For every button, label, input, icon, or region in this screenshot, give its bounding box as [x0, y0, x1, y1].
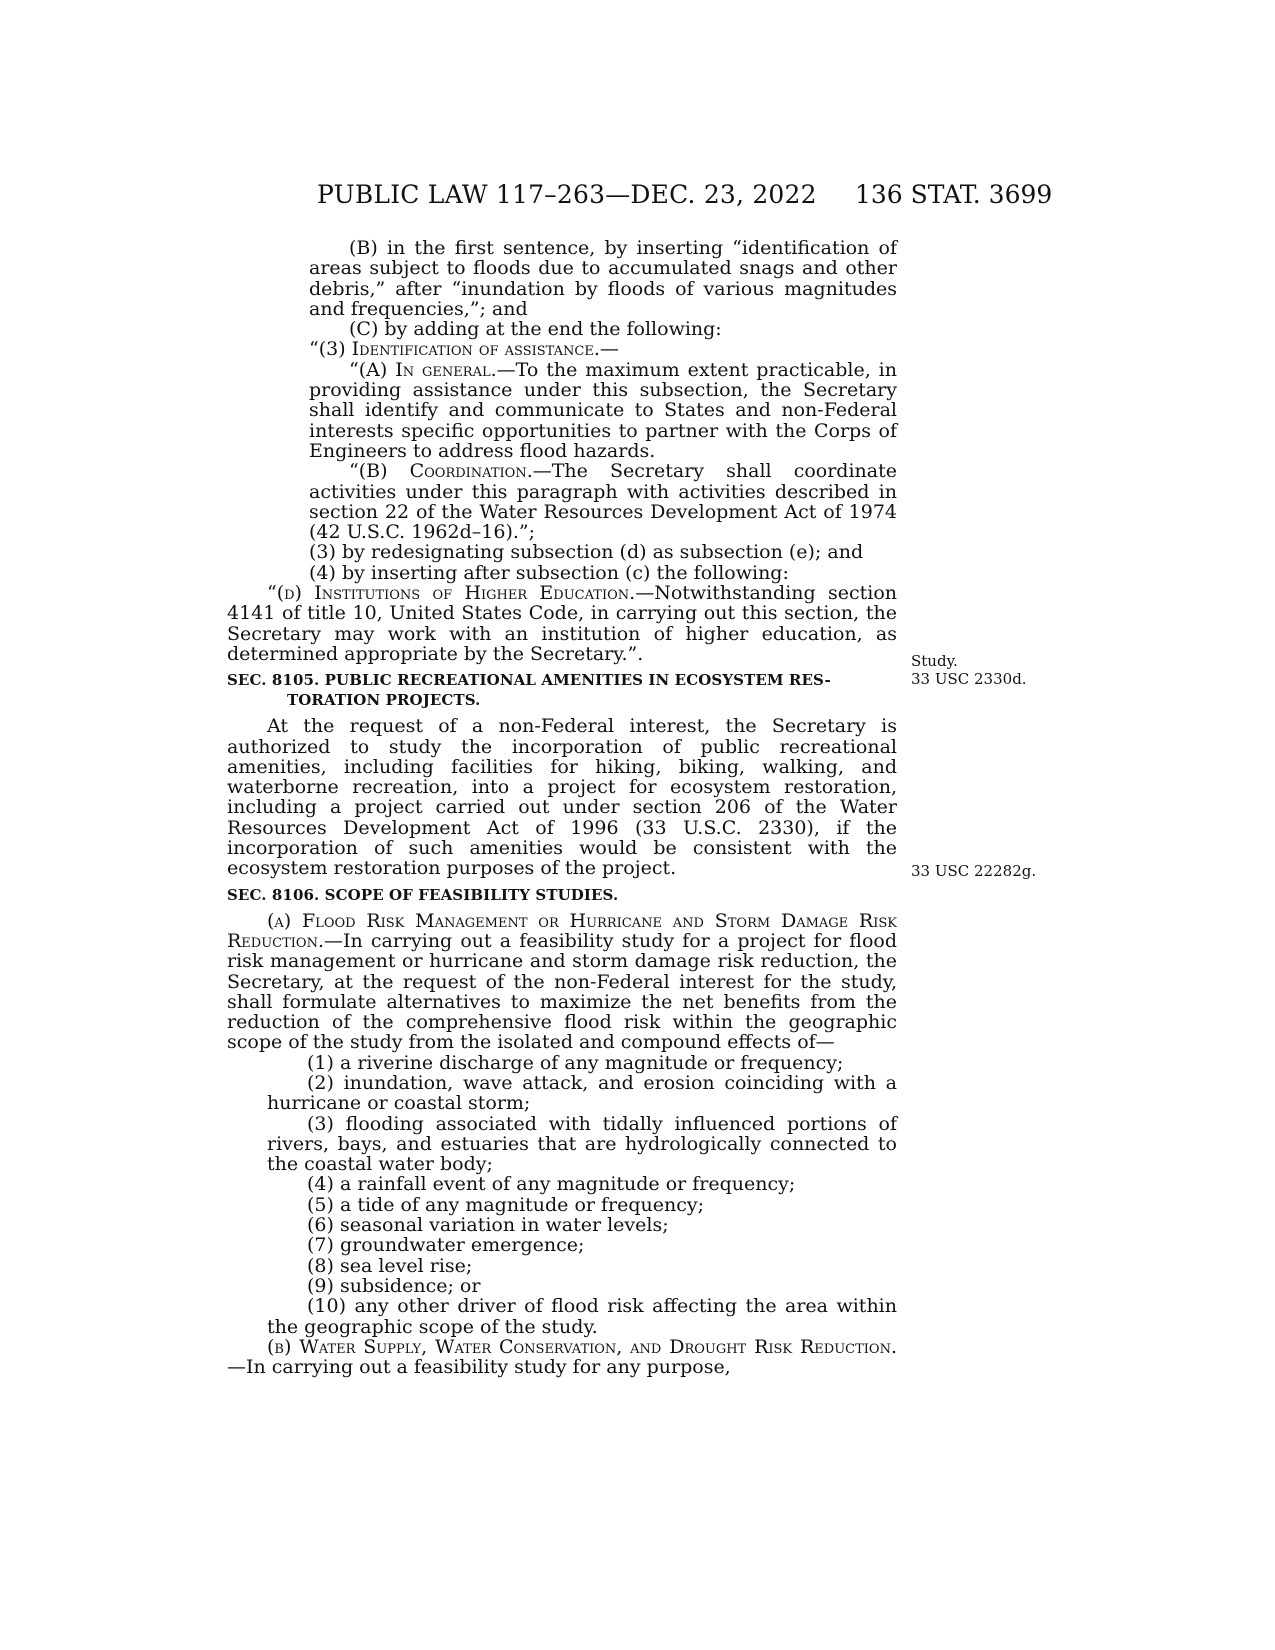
sec-8106-a-text: —In carrying out a feasibility study for a project for flood risk management or hurricane and storm damage risk reduction, the Secretary, at the request of the non-Federal interest for the study, shall formulate alternatives to maximize the net benefits from the reduction of the comprehensive flood risk within the geographic scope of the study from the isolated and compound effects of—: [227, 929, 897, 1054]
sec-8105-text: At the request of a non-Federal interest, the Secretary is authorized to study the incorporation of public recreational amenities, including facilities for hiking, biking, walking, and waterborne recreation, into a project for ecosystem restoration, including a project carried out under section 206 of the Water Resources Development Act of 1996 (33 U.S.C. 2330), if the incorporation of such amenities would be consistent with the ecosystem restoration purposes of the project.: [227, 715, 897, 880]
para-3a-text: —To the maximum extent practicable, in providing assistance under this subsection, the Secretary shall identify and communicate to States and non-Federal interests specific opportunities to partner with the Corps of Engineers to address flood hazards.: [309, 358, 897, 462]
sec-8106-b-heading: (b) Water Supply, Water Conservation, and Drought Risk Reduction.: [267, 1335, 897, 1358]
sec-8106-margin-note: 33 USC 22282g.: [911, 862, 1037, 880]
header-title: PUBLIC LAW 117–263—DEC. 23, 2022: [317, 180, 817, 209]
document-body: [227, 238, 897, 1377]
para-c: (C) by adding at the end the following:: [349, 318, 722, 341]
sec-8105-heading-line1: SEC. 8105. PUBLIC RECREATIONAL AMENITIES IN ECOSYSTEM RES-: [227, 671, 831, 690]
sec-8106-heading: SEC. 8106. SCOPE OF FEASIBILITY STUDIES.: [227, 885, 619, 904]
para-b: (B) in the first sentence, by inserting “identification of areas subject to floods due to accumulated snags and other debris,” after “inundation by floods of various magnitudes and frequencies,”; and: [309, 237, 897, 320]
list-item: (7) groundwater emergence;: [307, 1234, 585, 1257]
list-item: (1) a riverine discharge of any magnitude or frequency;: [307, 1051, 844, 1074]
sec-8105-heading-line2: TORATION PROJECTS.: [287, 691, 481, 710]
sec-8106-b: [227, 1337, 897, 1378]
para-3b-heading: “(B) Coordination.: [349, 460, 533, 483]
list-item: (2) inundation, wave attack, and erosion coinciding with a hurricane or coastal storm;: [267, 1071, 897, 1115]
list-item: (8) sea level rise;: [307, 1254, 473, 1277]
header-page-number: 136 STAT. 3699: [855, 180, 1053, 209]
list-item: (4) a rainfall event of any magnitude or frequency;: [307, 1173, 796, 1196]
list-item: (3) flooding associated with tidally influenced portions of rivers, bays, and estuaries that are hydrologically connected to the coastal water body;: [267, 1112, 897, 1176]
para-3-heading-text: “(3) Identification of assistance.—: [309, 338, 619, 361]
para-3-heading: [227, 339, 897, 359]
margin-note-usc-2330d: 33 USC 2330d.: [911, 670, 1027, 688]
para-d-heading: “(d) Institutions of Higher Education.: [267, 582, 636, 605]
margin-note-study: Study.: [911, 652, 958, 670]
sec-8106-a: [227, 911, 897, 1053]
para-d-text: —Notwithstanding section 4141 of title 10, United States Code, in carrying out this section, the Secretary may work with an institution of higher education, as determined appropriate by the Secretary.”.: [227, 582, 897, 665]
para-4: (4) by inserting after subsection (c) the following:: [309, 561, 789, 584]
sec-8105-margin-note: [911, 652, 1027, 688]
para-3b-text: —The Secretary shall coordinate activities under this paragraph with activities described in section 22 of the Water Resources Development Act of 1974 (42 U.S.C. 1962d–16).”;: [309, 460, 897, 544]
page-header: [0, 180, 1275, 216]
para-3b: [227, 461, 897, 542]
para-d: [227, 583, 897, 664]
para-3a: [227, 360, 897, 461]
list-item: (6) seasonal variation in water levels;: [307, 1214, 669, 1237]
sec-8105-heading: [227, 670, 897, 710]
sec-8106-a-heading: (a) Flood Risk Management or Hurricane and Storm Damage Risk Reduction.: [227, 909, 897, 952]
list-item: (5) a tide of any magnitude or frequency;: [307, 1193, 705, 1216]
para-3: (3) by redesignating subsection (d) as subsection (e); and: [309, 541, 864, 564]
list-item: (9) subsidence; or: [307, 1274, 481, 1297]
list-item: (10) any other driver of flood risk affecting the area within the geographic scope of the study.: [267, 1295, 897, 1338]
sec-8106-b-text: —In carrying out a feasibility study for any purpose,: [227, 1356, 731, 1379]
para-3a-heading: “(A) In general.: [349, 358, 497, 381]
